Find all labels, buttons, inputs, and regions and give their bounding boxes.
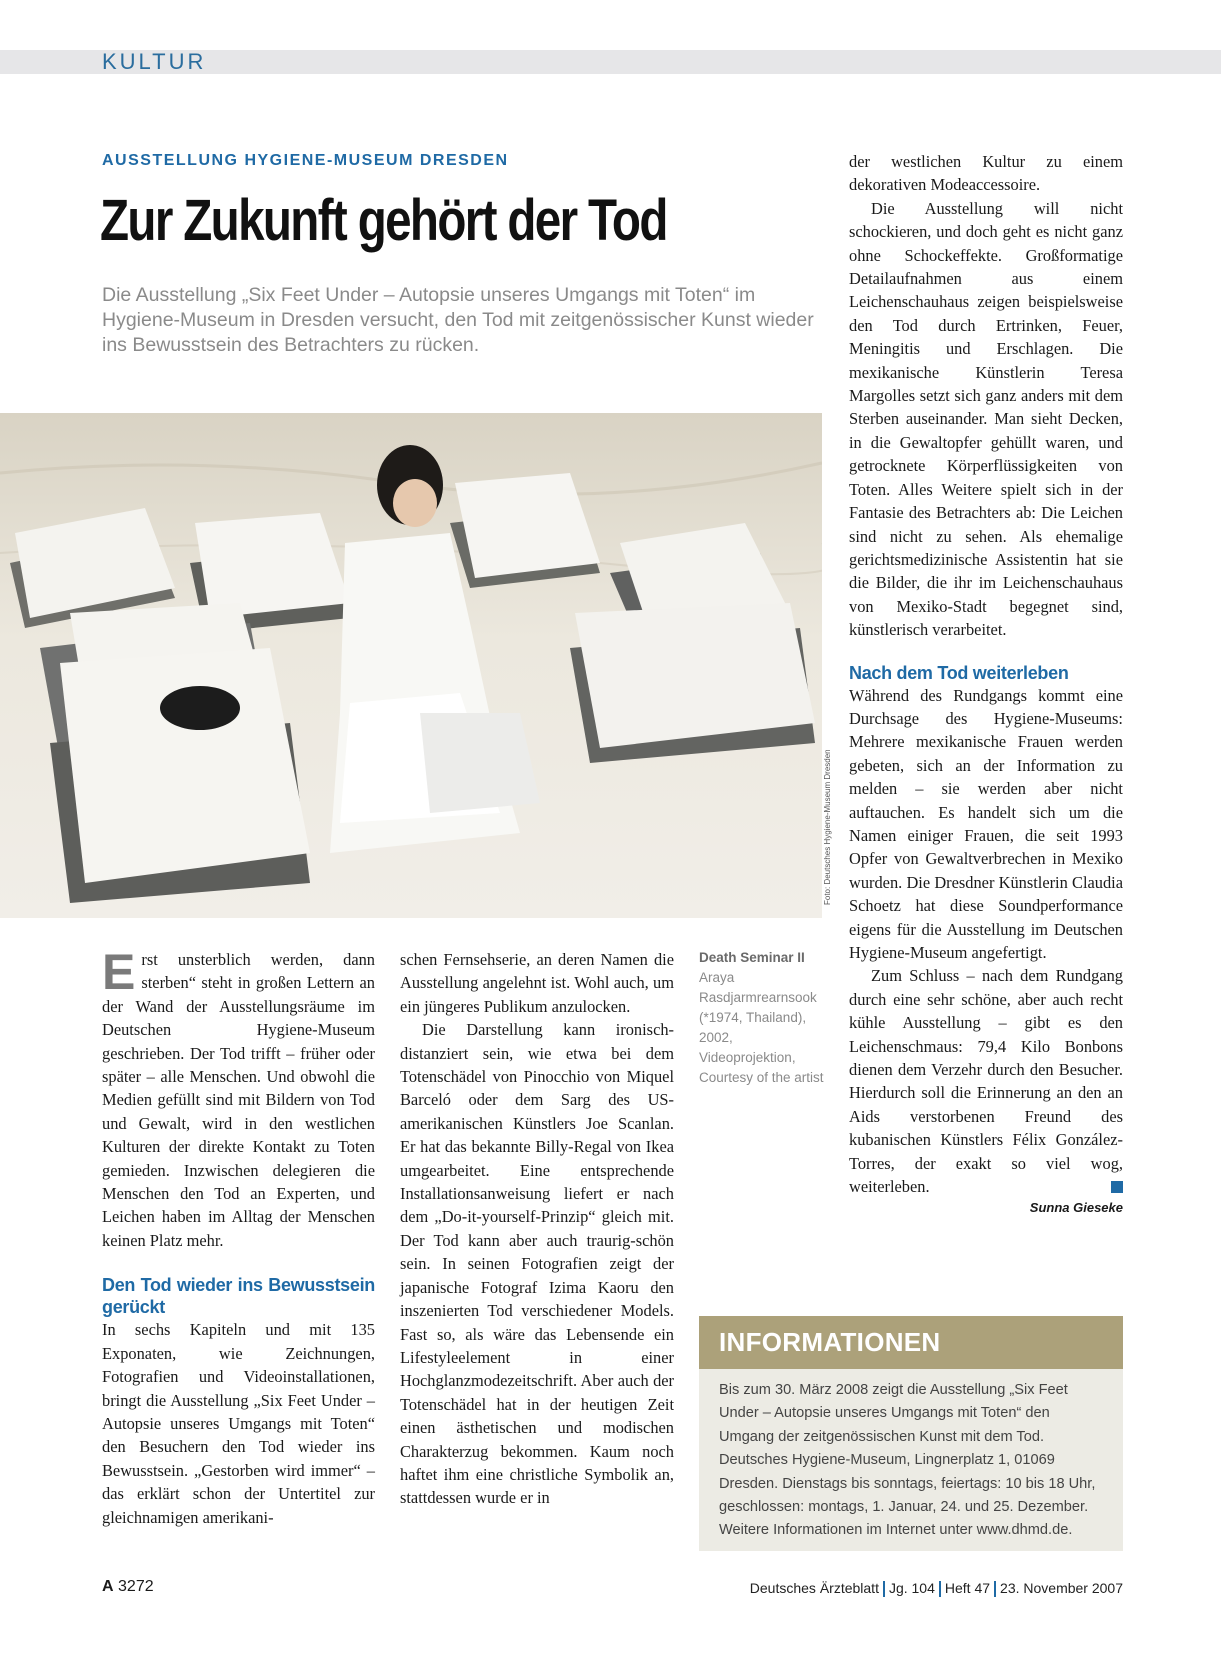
caption-title: Death Seminar II	[699, 950, 805, 965]
separator	[939, 1581, 941, 1597]
journal-issue: Heft 47	[944, 1580, 991, 1596]
caption-text: Araya Rasdjarmrearnsook (*1974, Thailand), 2002, Videoprojektion, Courtesy of the artist	[699, 970, 824, 1085]
info-box-header	[699, 1316, 1123, 1369]
photo-credit: Foto: Deutsches Hygiene-Museum Dresden	[823, 749, 832, 905]
final-text: Zum Schluss – nach dem Rundgang durch eine sehr schöne, aber auch recht kühle Ausstellung – gibt es den Leichenschmaus: 79,4 Kilo Bonbons dienen dem Verzehr durch den Besucher. Hierdurch soll die Erinnerung an den an Aids verstorbenen Freund des kubanischen Künstlers Félix González-Torres, der exakt so viel wog, weiterleben.	[849, 966, 1123, 1197]
separator	[994, 1581, 996, 1597]
dropcap: E	[102, 944, 136, 1000]
page-number-value: 3272	[118, 1578, 154, 1595]
intro-paragraph	[102, 944, 375, 1252]
page-prefix: A	[102, 1578, 114, 1595]
column-3	[849, 150, 1123, 1218]
article-kicker: AUSSTELLUNG HYGIENE-MUSEUM DRESDEN	[102, 152, 509, 169]
info-box-text: Bis zum 30. März 2008 zeigt die Ausstellung „Six Feet Under – Autopsie unseres Umgangs mit Toten“ den Umgang der zeitgenössischen Kunst mit dem Tod. Deutsches Hygiene-Museum, Lingnerplatz 1, 01069 Dresden. Dienstags bis sonntags, feiertags: 10 bis 18 Uhr, geschlossen: montags, 1. Januar, 24. und 25. Dezember. Weitere Informationen im Internet unter www.dhmd.de.	[719, 1382, 1096, 1539]
tray-right-front	[570, 603, 815, 763]
paragraph: schen Fernsehserie, an deren Namen die Ausstellung angelehnt ist. Wohl auch, um ein jüngeres Publikum anzulocken.	[400, 950, 674, 1016]
subhead-den-tod: Den Tod wieder ins Bewusstsein gerückt	[102, 1275, 375, 1318]
page-number	[102, 1578, 154, 1596]
section-label: KULTUR	[102, 49, 207, 74]
photo-caption	[699, 948, 829, 1088]
paragraph: Während des Rundgangs kommt eine Durchsage des Hygiene-Museums: Mehrere mexikanische Frauen werden gebeten, sich an der Information zu melden – sie werden aber nicht auftauchen. Es handelt sich um die Namen einiger Frauen, die seit 1993 Opfer von Gewaltverbrechen in Mexiko wurden. Die Dresdner Künstlerin Claudia Schoetz hat diese Soundperformance eigens für die Ausstellung im Deutschen Hygiene-Museum angefertigt.	[849, 685, 1123, 962]
paragraph: In sechs Kapiteln und mit 135 Exponaten, wie Zeichnungen, Fotografien und Videoinstallationen, bringt die Ausstellung „Six Feet Under – Autopsie unseres Umgangs mit Toten“ den Besuchern den Tod wieder ins Bewusstsein. „Gestorben wird immer“ – das erklärt schon der Untertitel zur gleichnamigen amerikani-	[102, 1320, 375, 1527]
author-byline: Sunna Gieseke	[1029, 1200, 1123, 1216]
separator	[883, 1581, 885, 1597]
article-lead: Die Ausstellung „Six Feet Under – Autopsie unseres Umgangs mit Toten“ im Hygiene-Museum in Dresden versucht, den Tod mit zeitgenössischer Kunst wieder ins Bewusstsein des Betrachters zu rücken.	[102, 284, 814, 356]
subhead-nach-dem-tod: Nach dem Tod weiterleben	[849, 662, 1069, 683]
exhibition-photo	[0, 413, 822, 918]
paragraph: Die Ausstellung will nicht schockieren, und doch geht es nicht ganz ohne Schockeffekte. Großformatige Detailaufnahmen aus einem Leichenschauhaus zeigen beispielsweise den Tod durch Ertrinken, Feuer, Meningitis und Erschlagen. Die mexikanische Künstlerin Teresa Margolles setzt sich ganz anders mit dem Sterben auseinander. Man sieht Decken, in die Gewaltopfer gehüllt waren, und getrocknete Körperflüssigkeiten von Toten. Alles Weitere spielt sich in der Fantasie des Betrachters ab: Die Leichen sind nicht zu sehen. Als ehemalige gerichtsmedizinische Assistentin hat sie die Bilder, die ihr im Leichenschauhaus von Mexiko-Stadt begegnet sind, künstlerisch verarbeitet.	[849, 198, 1123, 640]
column-1	[102, 944, 375, 1529]
paragraph	[849, 964, 1123, 1198]
paragraph: Die Darstellung kann ironisch-distanziert sein, wie etwa bei dem Totenschädel von Pinocchio von Miquel Barceló oder dem Sarg des US-amerikanischen Künstlers Joe Scanlan. Er hat das bekannte Billy-Regal von Ikea umgearbeitet. Eine entsprechende Installationsanweisung liefert er nach dem „Do-it-yourself-Prinzip“ gleich mit. Der Tod kann aber auch traurig-schön sein. In seinen Fotografien zeigt der japanische Fotograf Izima Kaoru den inszenierten Tod verschiedener Models. Fast so, als wäre das Lebensende ein Lifestyleelement in einer Hochglanzmodezeitschrift. Aber auch der Totenschädel hat in der heutigen Zeit einen ästhetischen und modischen Charakterzug bekommen. Kaum noch haftet ihm eine christliche Symbolik an, stattdessen wurde er in	[400, 1020, 674, 1508]
end-mark-icon	[1111, 1181, 1123, 1193]
column-2	[400, 948, 674, 1510]
journal-info	[750, 1580, 1123, 1597]
paragraph: der westlichen Kultur zu einem dekorativen Modeaccessoire.	[849, 152, 1123, 195]
tray-left-front	[50, 648, 310, 903]
journal-date: 23. November 2007	[1000, 1580, 1123, 1596]
intro-text: rst unsterblich werden, dann sterben“ steht in großen Lettern an der Wand der Ausstellungsräume im Deutschen Hygiene-Museum geschrieben. Der Tod trifft – früher oder später – alle Menschen. Und obwohl die Medien gefüllt sind mit Bildern von Tod und Gewalt, wird in den westlichen Kulturen der direkte Kontakt zu Toten gemieden. Inzwischen delegieren die Menschen den Tod an Experten, und Leichen haben im Alltag der Menschen keinen Platz mehr.	[102, 950, 375, 1250]
info-box	[699, 1316, 1123, 1551]
article-title: Zur Zukunft gehört der Tod	[100, 188, 667, 253]
journal-name: Deutsches Ärzteblatt	[749, 1580, 879, 1596]
journal-volume: Jg. 104	[888, 1580, 935, 1596]
info-box-title: INFORMATIONEN	[719, 1327, 941, 1357]
